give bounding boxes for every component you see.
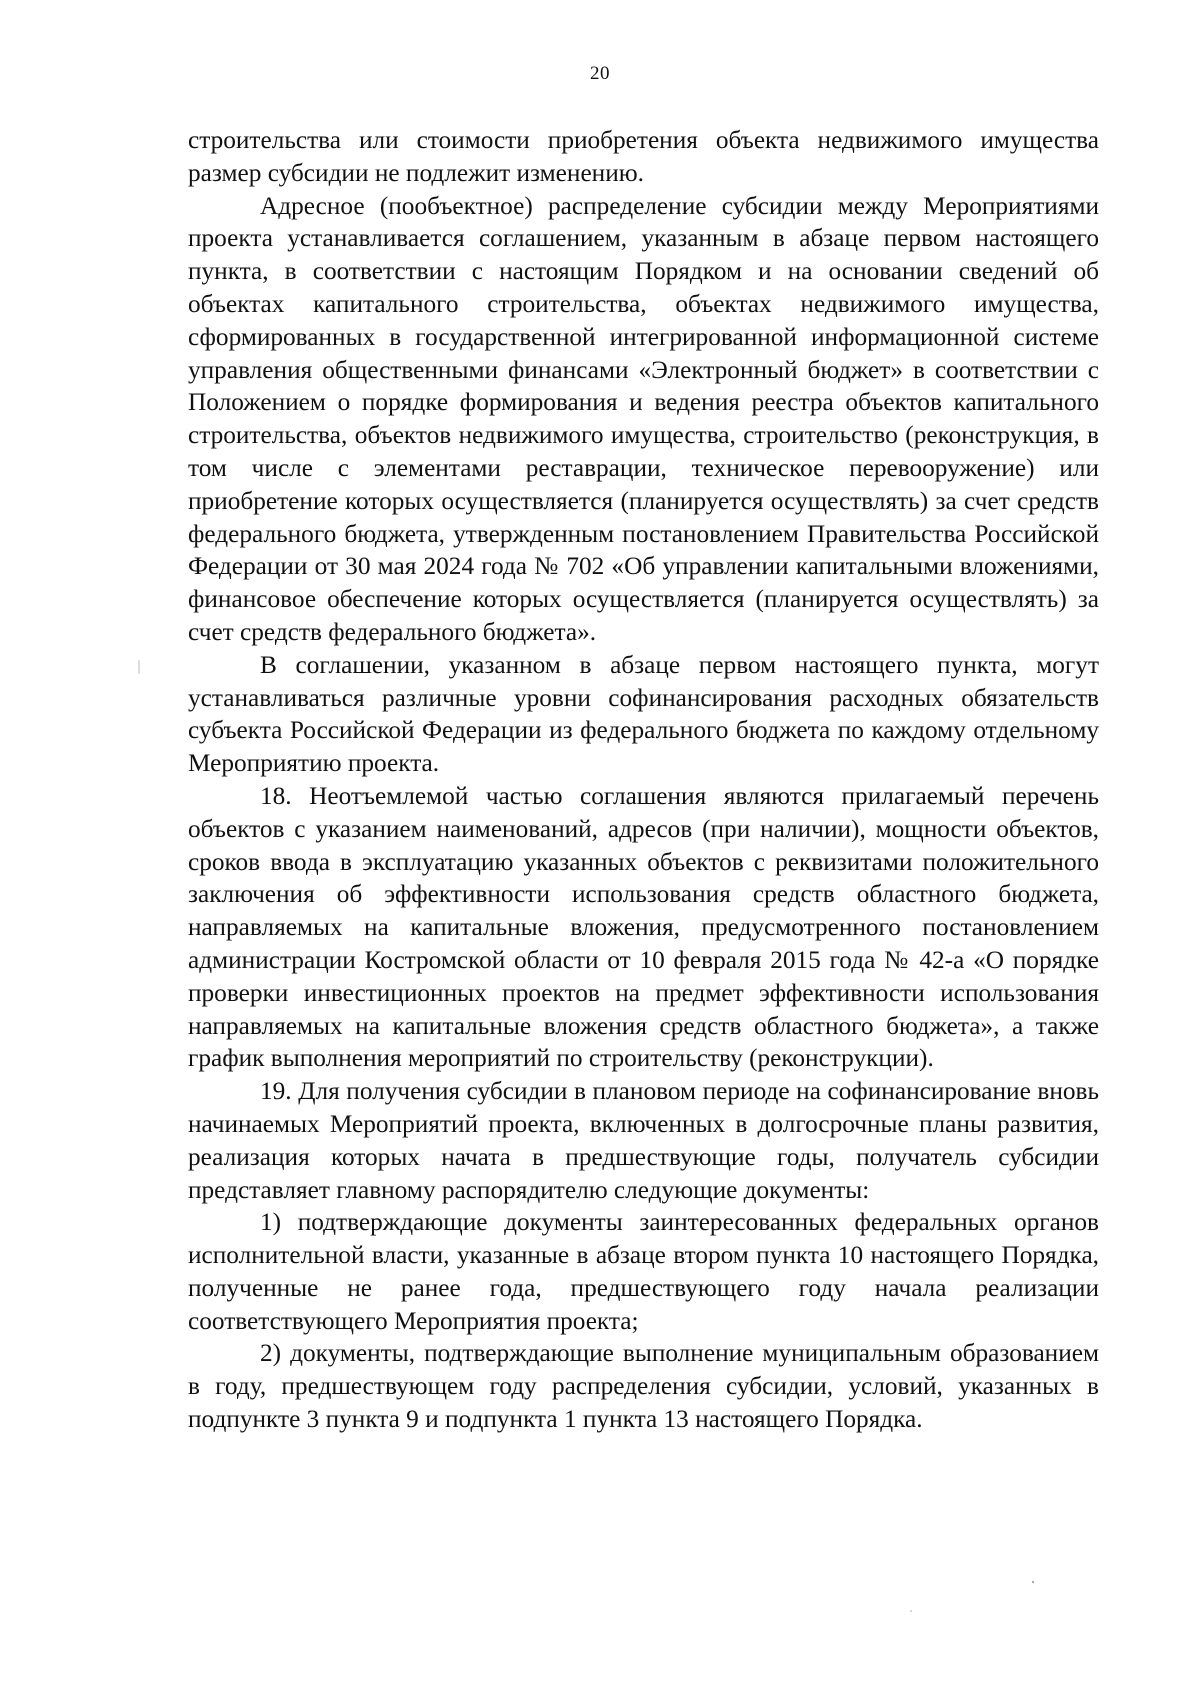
paragraph-item-18: 18. Неотъемлемой частью соглашения являются прилагаемый перечень объектов с указанием наименований, адресов (при наличии), мощности объектов, сроков ввода в эксплуатацию указанных объектов с реквизитами положительного заключения об эффективности использования средств областного бюджета, направляемых на капитальные вложения, предусмотренного постановлением администрации Костромской области от 10 февраля 2015 года № 42-а «О порядке проверки инвестиционных проектов на предмет эффективности использования направляемых на капитальные вложения средств областного бюджета», а также график выполнения мероприятий по строительству (реконструкции). xyxy=(188,781,1099,1073)
document-body xyxy=(188,124,1099,1436)
paragraph-continuation: строительства или стоимости приобретения объекта недвижимого имущества размер субсидии не подлежит изменению. xyxy=(188,126,1099,187)
paragraph-item-19: 19. Для получения субсидии в плановом периоде на софинансирование вновь начинаемых Мероприятий проекта, включенных в долгосрочные планы развития, реализация которых начата в предшествующие годы, получатель субсидии представляет главному распорядителю следующие документы: xyxy=(188,1077,1099,1204)
paragraph-item-19-1: 1) подтверждающие документы заинтересованных федеральных органов исполнительной власти, указанные в абзаце втором пункта 10 настоящего Порядка, полученные не ранее года, предшествующего году начала реализации соответствующего Мероприятия проекта; xyxy=(188,1208,1099,1335)
scan-artifact xyxy=(138,660,140,674)
scan-artifact xyxy=(910,1610,912,1612)
paragraph-address-distribution: Адресное (пообъектное) распределение субсидии между Мероприятиями проекта устанавливается соглашением, указанным в абзаце первом настоящего пункта, в соответствии с настоящим Порядком и на основании сведений об объектах капитального строительства, объектах недвижимого имущества, сформированных в государственной интегрированной информационной системе управления общественными финансами «Электронный бюджет» в соответствии с Положением о порядке формирования и ведения реестра объектов капитального строительства, объектов недвижимого имущества, строительство (реконструкция, в том числе с элементами реставрации, техническое перевооружение) или приобретение которых осуществляется (планируется осуществлять) за счет средств федерального бюджета, утвержденным постановлением Правительства Российской Федерации от 30 мая 2024 года № 702 «Об управлении капитальными вложениями, финансовое обеспечение которых осуществляется (планируется осуществлять) за счет средств федерального бюджета». xyxy=(188,191,1099,646)
scan-artifact xyxy=(1032,1581,1034,1583)
paragraph-cofinancing-levels: В соглашении, указанном в абзаце первом настоящего пункта, могут устанавливаться различные уровни софинансирования расходных обязательств субъекта Российской Федерации из федерального бюджета по каждому отдельному Мероприятию проекта. xyxy=(188,650,1099,778)
page-number: 20 xyxy=(590,63,610,84)
paragraph-item-19-2: 2) документы, подтверждающие выполнение муниципальным образованием в году, предшествующем году распределения субсидии, условий, указанных в подпункте 3 пункта 9 и подпункта 1 пункта 13 настоящего Порядка. xyxy=(188,1339,1099,1434)
